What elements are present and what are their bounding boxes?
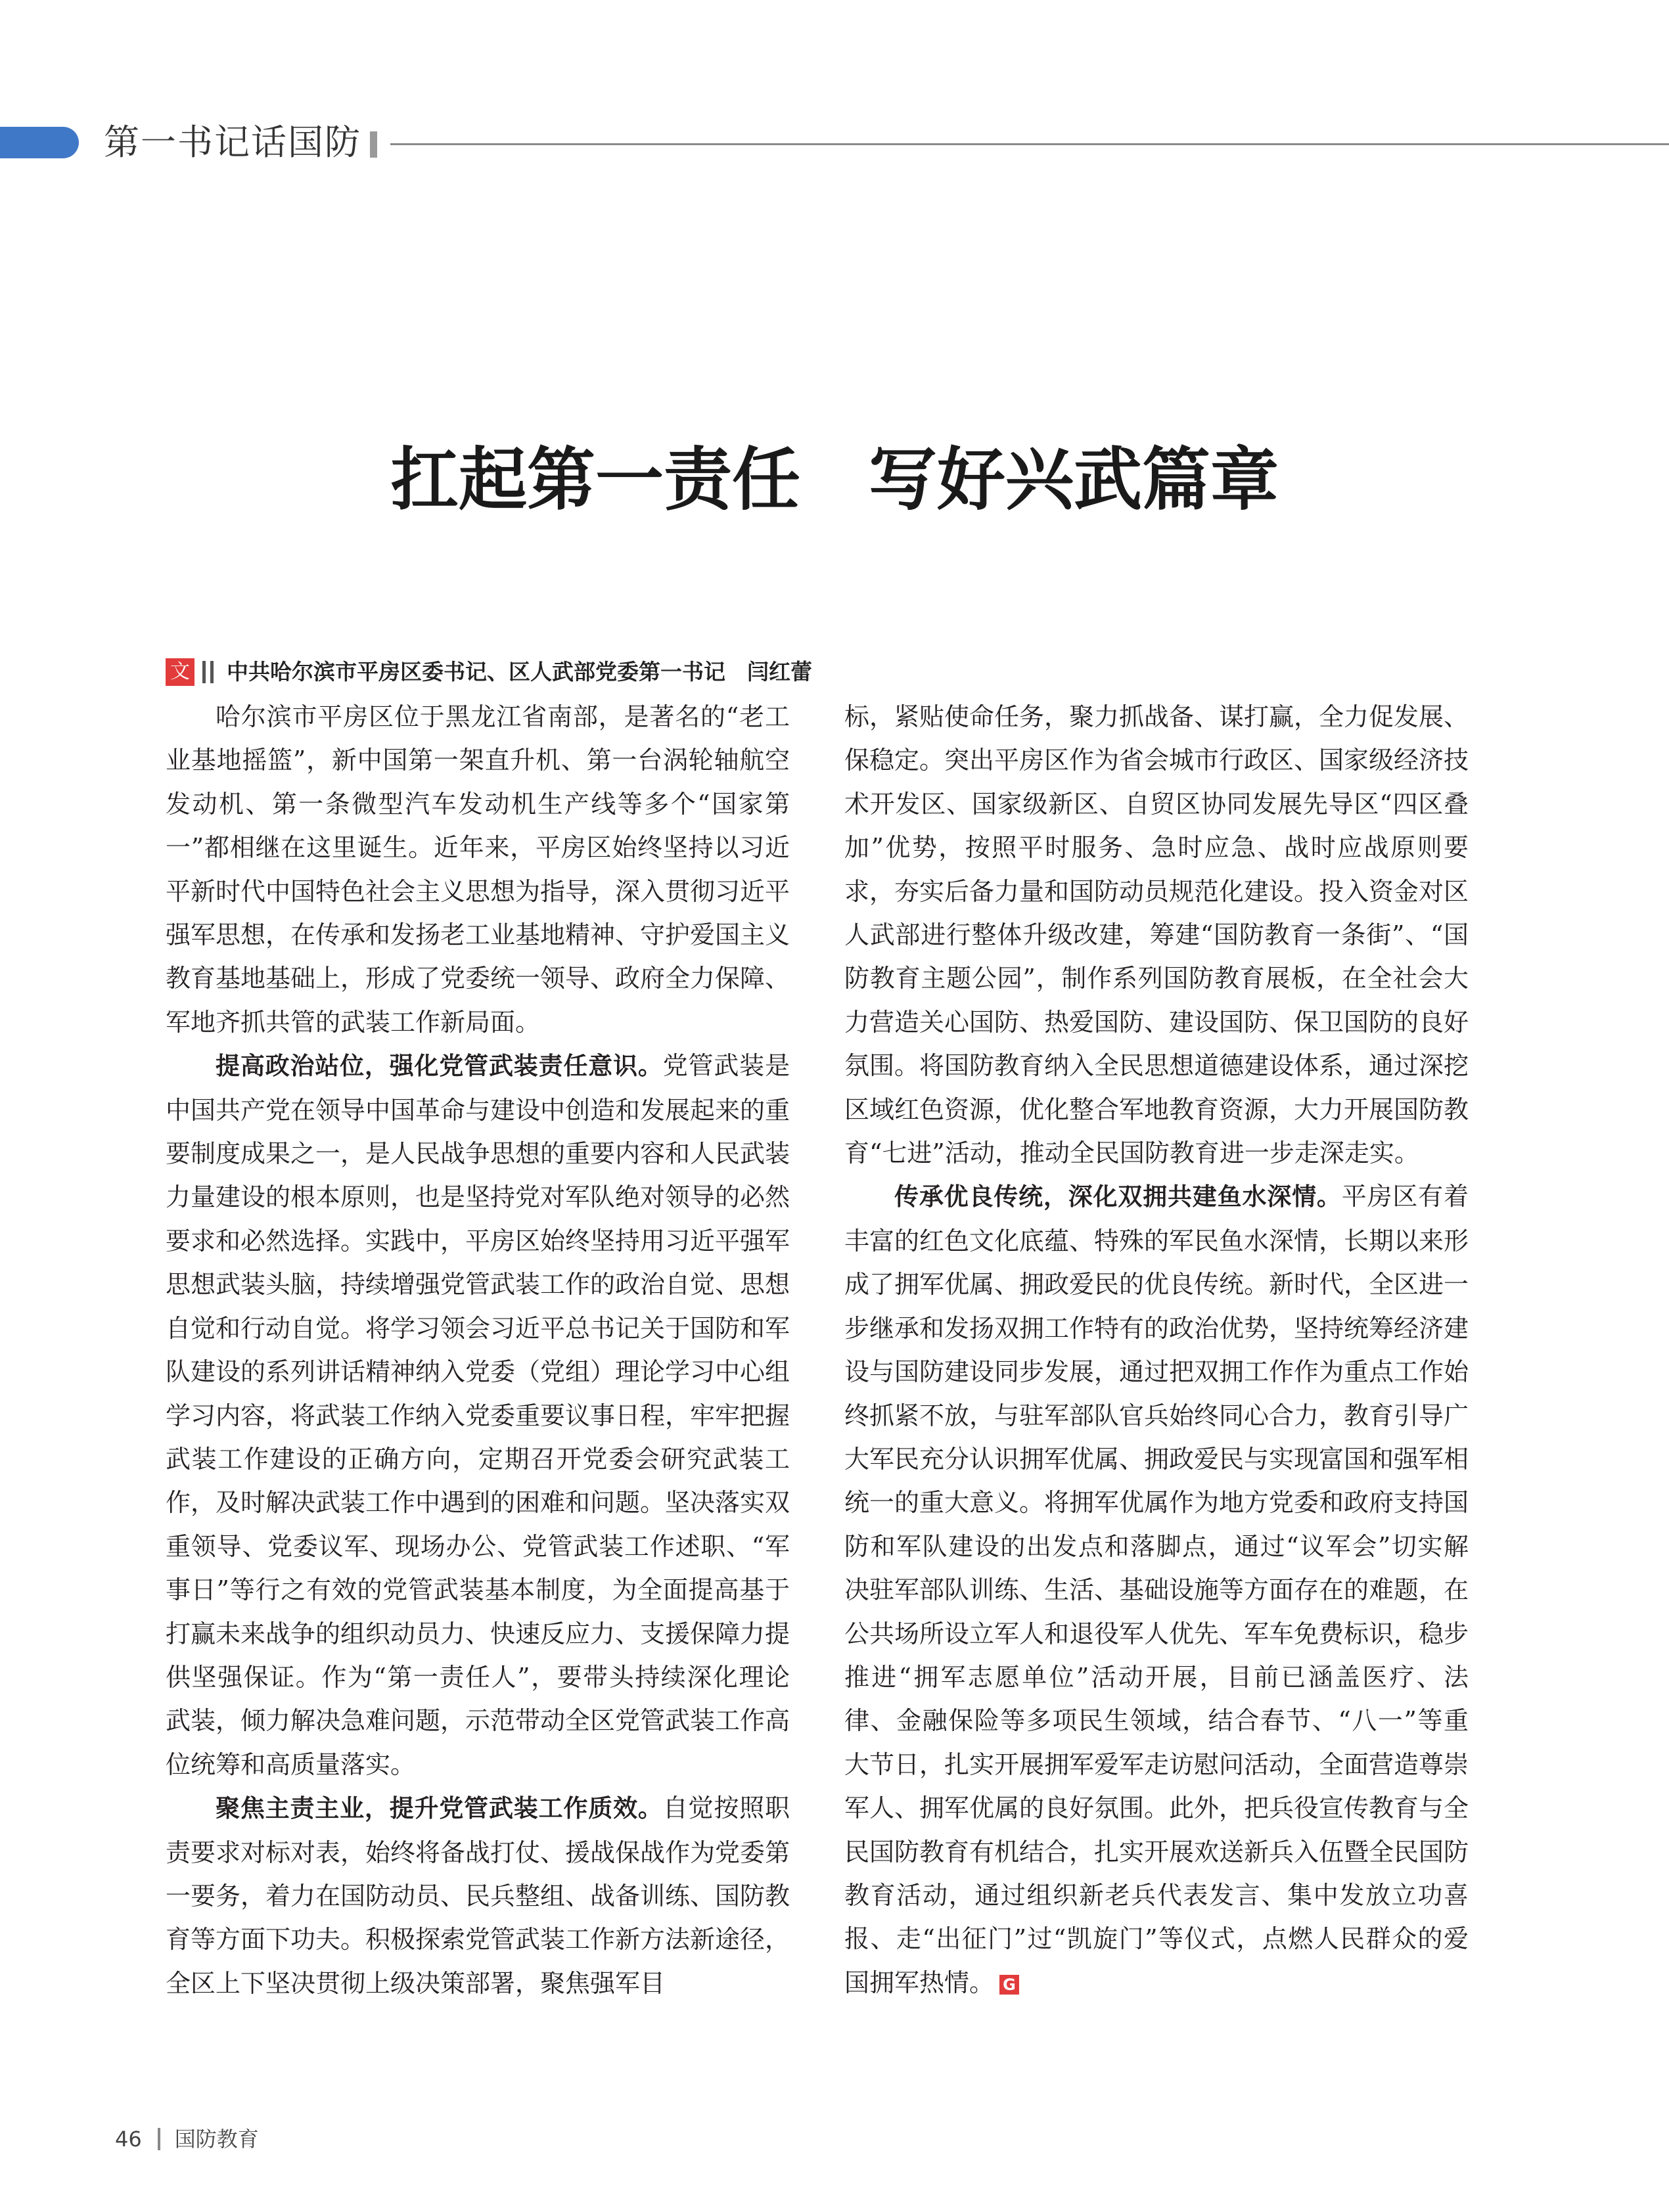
paragraph-text: 哈尔滨市平房区位于黑龙江省南部，是著名的“老工业基地摇篮”，新中国第一架直升机、第一台涡轮轴航空发动机、第一条微型汽车发动机生产线等多个“国家第一”都相继在这里诞生。近年来，平房区始终坚持以习近平新时代中国特色社会主义思想为指导，深入贯彻习近平强军思想，在传承和发扬老工业基地精神、守护爱国主义教育基地基础上，形成了党委统一领导、政府全力保障、军地齐抓共管的武装工作新局面。 (166, 702, 790, 1037)
article-end-icon: G (999, 1975, 1019, 1995)
article-column-left (166, 695, 790, 2005)
paragraph (844, 1175, 1469, 2004)
author-name: 闫红蕾 (747, 659, 812, 685)
header-rule (390, 143, 1669, 145)
byline-divider (210, 661, 214, 683)
paragraph (166, 1044, 790, 1786)
byline-marker: 文 (166, 658, 194, 686)
paragraph-lead: 聚焦主责主业，提升党管武装工作质效。 (216, 1794, 663, 1823)
byline (166, 656, 812, 688)
paragraph-text: 标，紧贴使命任务，聚力抓战备、谋打赢，全力促发展、保稳定。突出平房区作为省会城市行政区、国家级经济技术开发区、国家级新区、自贸区协同发展先导区“四区叠加”优势，按照平时服务、急时应急、战时应战原则要求，夯实后备力量和国防动员规范化建设。投入资金对区人武部进行整体升级改建，筹建“国防教育一条街”、“国防教育主题公园”，制作系列国防教育展板，在全社会大力营造关心国防、热爱国防、建设国防、保卫国防的良好氛围。将国防教育纳入全民思想道德建设体系，通过深挖区域红色资源，优化整合军地教育资源，大力开展国防教育“七进”活动，推动全民国防教育进一步走深走实。 (844, 702, 1469, 1168)
section-title-divider (370, 131, 377, 158)
page-number: 46 (115, 2127, 142, 2152)
paragraph-lead: 提高政治站位，强化党管武装责任意识。 (216, 1052, 663, 1081)
paragraph (844, 695, 1469, 1175)
paragraph (166, 695, 790, 1044)
paragraph-text: 自觉按照职责要求对标对表，始终将备战打仗、援战保战作为党委第一要务，着力在国防动员、民兵整组、战备训练、国防教育等方面下功夫。积极探索党管武装工作新方法新途径，全区上下坚决贯彻上级决策部署，聚焦强军目 (166, 1794, 790, 1998)
journal-name: 国防教育 (174, 2127, 259, 2152)
page-footer (115, 2121, 259, 2157)
article-title: 扛起第一责任 写好兴武篇章 (390, 440, 1279, 520)
article-column-right (844, 695, 1469, 2004)
section-tab-marker (0, 127, 79, 158)
paragraph-text: 平房区有着丰富的红色文化底蕴、特殊的军民鱼水深情，长期以来形成了拥军优属、拥政爱民的优良传统。新时代，全区进一步继承和发扬双拥工作特有的政治优势，坚持统筹经济建设与国防建设同步发展，通过把双拥工作作为重点工作始终抓紧不放，与驻军部队官兵始终同心合力，教育引导广大军民充分认识拥军优属、拥政爱民与实现富国和强军相统一的重大意义。将拥军优属作为地方党委和政府支持国防和军队建设的出发点和落脚点，通过“议军会”切实解决驻军部队训练、生活、基础设施等方面存在的难题，在公共场所设立军人和退役军人优先、军车免费标识，稳步推进“拥军志愿单位”活动开展，目前已涵盖医疗、法律、金融保险等多项民生领域，结合春节、“八一”等重大节日，扎实开展拥军爱军走访慰问活动，全面营造尊崇军人、拥军优属的良好氛围。此外，把兵役宣传教育与全民国防教育有机结合，扎实开展欢送新兵入伍暨全民国防教育活动，通过组织新老兵代表发言、集中发放立功喜报、走“出征门”过“凯旋门”等仪式，点燃人民群众的爱国拥军热情。 (844, 1182, 1469, 1997)
footer-divider (158, 2128, 160, 2150)
section-title: 第一书记话国防 (104, 122, 361, 163)
paragraph-lead: 传承优良传统，深化双拥共建鱼水深情。 (894, 1183, 1342, 1211)
byline-divider (202, 661, 206, 683)
paragraph-text: 党管武装是中国共产党在领导中国革命与建设中创造和发展起来的重要制度成果之一，是人民战争思想的重要内容和人民武装力量建设的根本原则，也是坚持党对军队绝对领导的必然要求和必然选择。实践中，平房区始终坚持用习近平强军思想武装头脑，持续增强党管武装工作的政治自觉、思想自觉和行动自觉。将学习领会习近平总书记关于国防和军队建设的系列讲话精神纳入党委（党组）理论学习中心组学习内容，将武装工作纳入党委重要议事日程，牢牢把握武装工作建设的正确方向，定期召开党委会研究武装工作，及时解决武装工作中遇到的困难和问题。坚决落实双重领导、党委议军、现场办公、党管武装工作述职、“军事日”等行之有效的党管武装基本制度，为全面提高基于打赢未来战争的组织动员力、快速反应力、支援保障力提供坚强保证。作为“第一责任人”，要带头持续深化理论武装，倾力解决急难问题，示范带动全区党管武装工作高位统筹和高质量落实。 (166, 1051, 790, 1779)
author-role: 中共哈尔滨市平房区委书记、区人武部党委第一书记 (227, 659, 725, 685)
paragraph (166, 1786, 790, 2005)
